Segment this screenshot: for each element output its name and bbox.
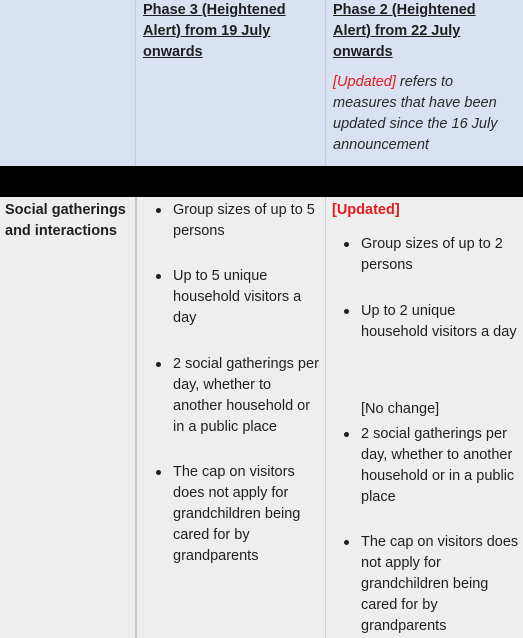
- phase3-item-text: Group sizes of up to 5 persons: [173, 202, 315, 239]
- phase3-item-text: 2 social gatherings per day, whether to another household or in a public place: [173, 356, 319, 435]
- bullet-icon: [156, 362, 161, 367]
- table-header-row: [0, 0, 523, 166]
- phase3-item-text: Up to 5 unique household visitors a day: [173, 268, 302, 326]
- nochange-tag: [No change]: [361, 401, 440, 417]
- updated-legend-note: [333, 72, 519, 156]
- header-cell-phase3: [135, 0, 325, 166]
- row-label: Social gatherings and interactions: [5, 202, 126, 239]
- list-item: [361, 424, 521, 508]
- list-item: [361, 532, 521, 637]
- row-label-cell: [0, 197, 135, 638]
- phase3-heading-link[interactable]: Phase 3 (Heightened Alert) from 19 July onwards: [143, 2, 286, 60]
- bullet-icon: [156, 274, 161, 279]
- updated-tag: [Updated]: [332, 202, 400, 218]
- phase3-item-text: The cap on visitors does not apply for grandchildren being cared for by grandparents: [173, 464, 301, 564]
- list-item: [173, 354, 323, 438]
- bullet-icon: [344, 432, 349, 437]
- bullet-icon: [344, 540, 349, 545]
- phase2-cell: [325, 197, 523, 638]
- updated-legend-text: refers to measures that have been updated since the 16 July announcement: [333, 74, 498, 153]
- list-item: [361, 301, 521, 343]
- table-row: [0, 197, 523, 638]
- phase2-heading-link[interactable]: Phase 2 (Heightened Alert) from 22 July onwards: [333, 2, 476, 60]
- phase2-item-text: Group sizes of up to 2 persons: [361, 236, 503, 273]
- bullet-icon: [156, 208, 161, 213]
- phase3-cell: [135, 197, 325, 638]
- header-cell-empty: [0, 0, 135, 166]
- list-item: [173, 200, 323, 242]
- list-item: [173, 462, 323, 567]
- updated-legend-tag: [Updated]: [333, 74, 396, 90]
- list-item: [173, 266, 323, 329]
- bullet-icon: [344, 309, 349, 314]
- phase2-item-text: Up to 2 unique household visitors a day: [361, 303, 517, 340]
- phase2-item-text: 2 social gatherings per day, whether to another household or in a public place: [361, 426, 515, 505]
- bullet-icon: [156, 470, 161, 475]
- phase2-item-text: The cap on visitors does not apply for grandchildren being cared for by grandparents: [361, 534, 519, 634]
- bullet-icon: [344, 242, 349, 247]
- header-divider-bar: [0, 166, 523, 197]
- list-item: [361, 234, 521, 276]
- header-cell-phase2: [325, 0, 523, 166]
